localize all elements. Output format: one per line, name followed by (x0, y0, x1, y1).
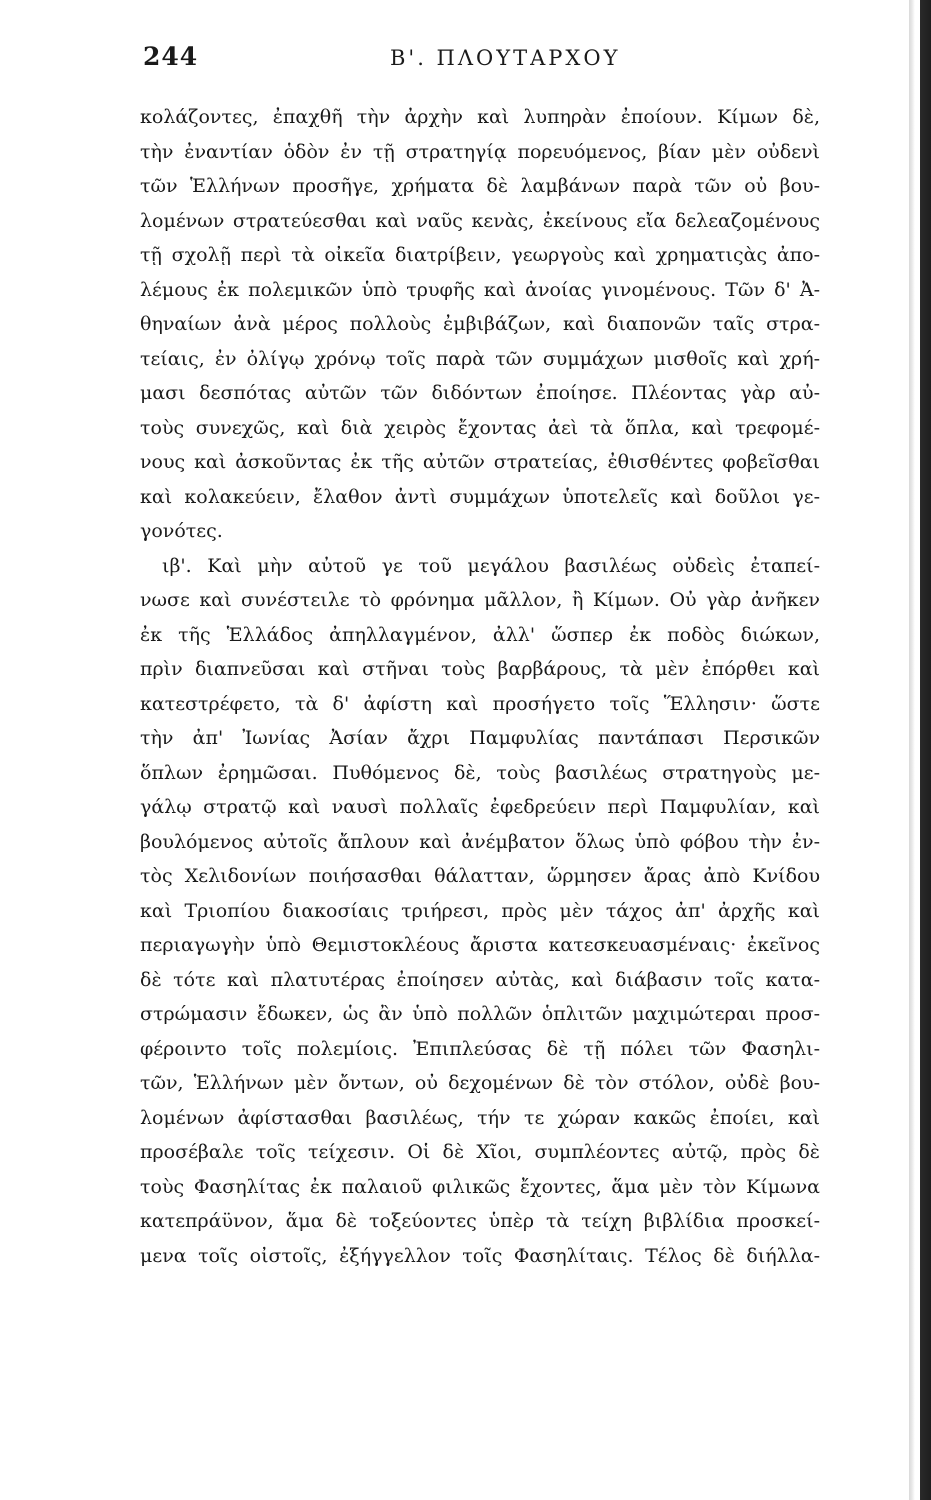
text-line: κολάζοντες, ἐπαχθῆ τὴν ἀρχὴν καὶ λυπηρὰν ἐποίουν. Κίμων δὲ, (140, 106, 820, 128)
text-line: τῇ σχολῇ περὶ τὰ οἰκεῖα διατρίβειν, γεωργοὺς καὶ χρηματιςὰς ἀπο- (140, 244, 820, 266)
text-line: δὲ τότε καὶ πλατυτέρας ἐποίησεν αὐτὰς, καὶ διάβασιν τοῖς κατα- (140, 968, 820, 991)
text-line: τοὺς συνεχῶς, καὶ διὰ χειρὸς ἔχοντας ἀεὶ τὰ ὅπλα, καὶ τρεφομέ- (140, 416, 820, 439)
text-line: τὸς Χελιδονίων ποιήσασθαι θάλατταν, ὥρμησεν ἄρας ἀπὸ Κνίδου (140, 865, 820, 887)
text-line: ὅπλων ἐρημῶσαι. Πυθόμενος δὲ, τοὺς βασιλέως στρατηγοὺς με- (140, 761, 820, 784)
text-line: γονότες. (140, 520, 223, 542)
page-edge-binding (909, 0, 931, 1500)
text-line: λέμους ἐκ πολεμικῶν ὑπὸ τρυφῆς καὶ ἀνοίας γινομένους. Τῶν δ' Ἀ- (140, 278, 820, 301)
text-line: μενα τοῖς οἰστοῖς, ἐξήγγελλον τοῖς Φασηλίταις. Τέλος δὲ διήλλα- (140, 1244, 820, 1267)
text-line: τείαις, ἐν ὀλίγῳ χρόνῳ τοῖς παρὰ τῶν συμμάχων μισθοῖς καὶ χρή- (140, 347, 820, 370)
text-line: φέροιντο τοῖς πολεμίοις. Ἐπιπλεύσας δὲ τῇ πόλει τῶν Φασηλι- (140, 1037, 820, 1060)
text-line: τὴν ἀπ' Ἰωνίας Ἀσίαν ἄχρι Παμφυλίας παντάπασι Περσικῶν (140, 727, 820, 749)
text-line: τὴν ἐναντίαν ὁδὸν ἐν τῇ στρατηγίᾳ πορευόμενος, βίαν μὲν οὐδενὶ (140, 140, 820, 163)
text-line: τῶν, Ἑλλήνων μὲν ὄντων, οὐ δεχομένων δὲ τὸν στόλον, οὐδὲ βου- (140, 1072, 820, 1094)
text-line: καὶ Τριοπίου διακοσίαις τριήρεσι, πρὸς μὲν τάχος ἀπ' ἀρχῆς καὶ (140, 899, 820, 922)
text-line: κατεπράϋνον, ἅμα δὲ τοξεύοντες ὑπὲρ τὰ τείχη βιβλίδια προσκεί- (140, 1210, 820, 1232)
text-line: νωσε καὶ συνέστειλε τὸ φρόνημα μᾶλλον, ἢ Κίμων. Οὐ γὰρ ἀνῆκεν (140, 589, 820, 611)
text-line: μασι δεσπότας αὐτῶν τῶν διδόντων ἐποίησε. Πλέοντας γὰρ αὐ- (140, 382, 820, 404)
text-line: πρὶν διαπνεῦσαι καὶ στῆναι τοὺς βαρβάρους, τὰ μὲν ἐπόρθει καὶ (140, 658, 820, 680)
text-line: ἐκ τῆς Ἑλλάδος ἀπηλλαγμένον, ἀλλ' ὥσπερ ἐκ ποδὸς διώκων, (140, 623, 820, 646)
text-line: κατεστρέφετο, τὰ δ' ἀφίστη καὶ προσήγετο τοῖς Ἕλλησιν· ὥστε (140, 692, 820, 715)
page-header (140, 42, 820, 82)
body-text (140, 100, 820, 1308)
text-line: προσέβαλε τοῖς τείχεσιν. Οἱ δὲ Χῖοι, συμπλέοντες αὐτῷ, πρὸς δὲ (140, 1141, 820, 1163)
text-line: βουλόμενος αὐτοῖς ἄπλουν καὶ ἀνέμβατον ὅλως ὑπὸ φόβου τὴν ἐν- (140, 830, 820, 853)
text-line: στρώμασιν ἔδωκεν, ὡς ἂν ὑπὸ πολλῶν ὁπλιτῶν μαχιμώτεραι προσ- (140, 1003, 820, 1025)
text-line: λομένων στρατεύεσθαι καὶ ναῦς κενὰς, ἐκείνους εἴα δελεαζομένους (140, 209, 820, 232)
text-line (140, 1273, 820, 1308)
text-line: τῶν Ἑλλήνων προσῆγε, χρήματα δὲ λαμβάνων παρὰ τῶν οὐ βου- (140, 175, 820, 197)
page-number: 244 (143, 42, 199, 71)
text-line: νους καὶ ἀσκοῦντας ἐκ τῆς αὐτῶν στρατείας, ἐθισθέντες φοβεῖσθαι (140, 451, 820, 473)
text-line: λομένων ἀφίστασθαι βασιλέως, τήν τε χώραν κακῶς ἐποίει, καὶ (140, 1106, 820, 1129)
text-line: καὶ κολακεύειν, ἔλαθον ἀντὶ συμμάχων ὑποτελεῖς καὶ δοῦλοι γε- (140, 485, 820, 508)
text-line: ιβ'. Καὶ μὴν αὐτοῦ γε τοῦ μεγάλου βασιλέως οὐδεὶς ἐταπεί- (162, 554, 820, 577)
text-line: τοὺς Φασηλίτας ἐκ παλαιοῦ φιλικῶς ἔχοντες, ἅμα μὲν τὸν Κίμωνα (140, 1175, 820, 1198)
text-line: γάλῳ στρατῷ καὶ ναυσὶ πολλαῖς ἐφεδρεύειν περὶ Παμφυλίαν, καὶ (140, 796, 820, 818)
running-title: Β'. ΠΛΟΥΤΑΡΧΟΥ (390, 46, 621, 70)
text-line: περιαγωγὴν ὑπὸ Θεμιστοκλέους ἄριστα κατεσκευασμέναις· ἐκεῖνος (140, 934, 820, 956)
text-line: θηναίων ἀνὰ μέρος πολλοὺς ἐμβιβάζων, καὶ διαπονῶν ταῖς στρα- (140, 313, 820, 335)
